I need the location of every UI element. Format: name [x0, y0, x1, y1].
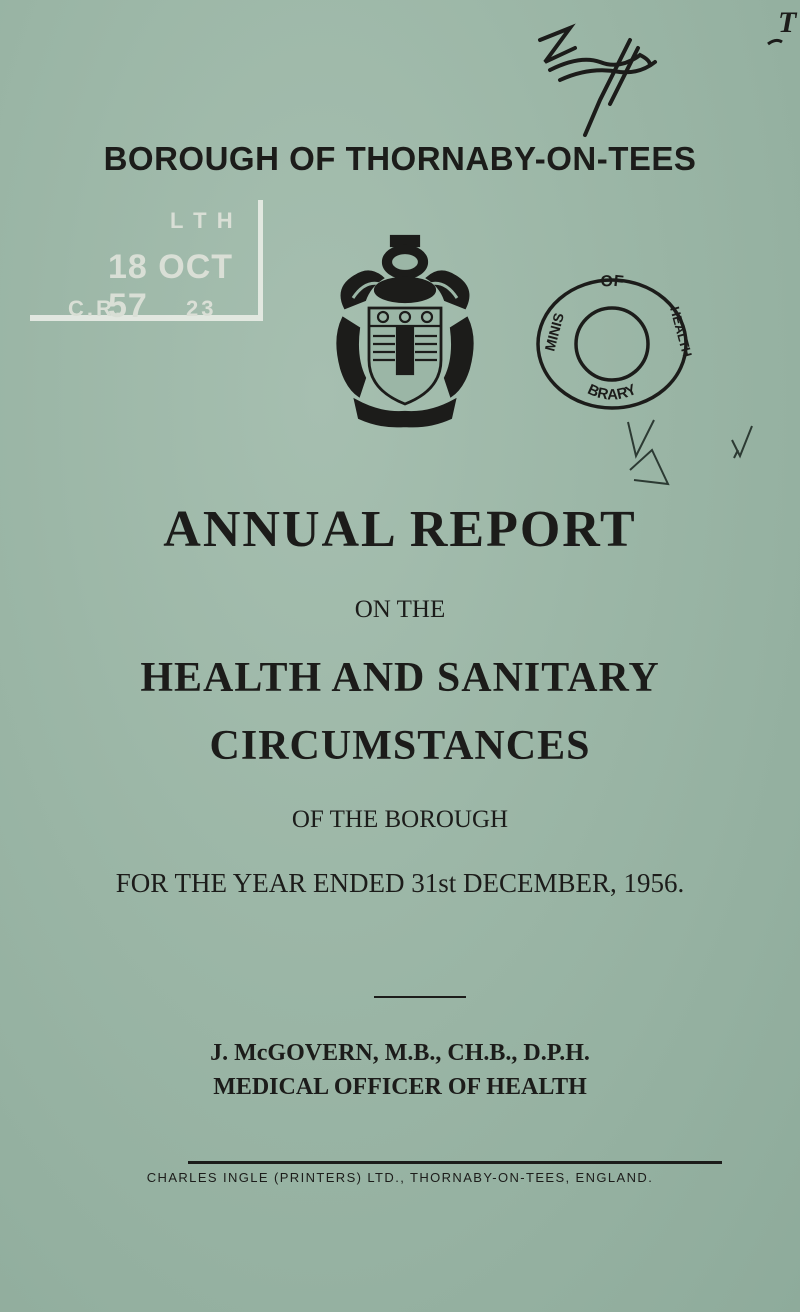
svg-text:OF: [600, 274, 625, 291]
receipt-stamp: [0, 198, 262, 325]
on-the-text: ON THE: [354, 596, 446, 623]
shelf-mark: T: [778, 6, 797, 39]
report-period: FOR THE YEAR ENDED 31st DECEMBER, 1956.: [115, 868, 685, 898]
stamp-ref: [68, 296, 216, 322]
divider-long: [188, 1161, 722, 1164]
of-the-borough-text: OF THE BOROUGH: [291, 806, 509, 833]
borough-crest-icon: [325, 228, 485, 428]
author-name: J. McGOVERN, M.B., CH.B., D.P.H.: [210, 1040, 590, 1066]
seal-top-text: OF: [599, 274, 625, 291]
report-title: ANNUAL REPORT: [163, 501, 637, 558]
printer-imprint: CHARLES INGLE (PRINTERS) LTD., THORNABY-ON-TEES, ENGLAND.: [146, 1170, 654, 1185]
seal-right-text: HEALTH: [667, 304, 695, 359]
borough-heading: BOROUGH OF THORNABY-ON-TEES: [103, 140, 697, 177]
subject-line-2: CIRCUMSTANCES: [209, 723, 591, 769]
stamp-date: 18 OCT 57: [108, 248, 234, 325]
divider-short: [374, 996, 466, 998]
subject-line-1: HEALTH AND SANITARY: [140, 655, 660, 701]
handwritten-scribble-icon: [500, 0, 800, 150]
author-title: MEDICAL OFFICER OF HEALTH: [213, 1074, 587, 1100]
stamp-line1: L T H: [170, 208, 235, 233]
stamp-ref-right: 23: [186, 296, 217, 321]
seal-bottom-text: BRARY: [585, 380, 639, 404]
library-seal-icon: [530, 274, 695, 414]
pencil-mark-icon: [620, 410, 780, 490]
svg-text:BRARY: [585, 381, 639, 403]
stamp-ref-left: C.R.: [68, 296, 124, 321]
seal-left-text: MINIS: [541, 311, 567, 353]
